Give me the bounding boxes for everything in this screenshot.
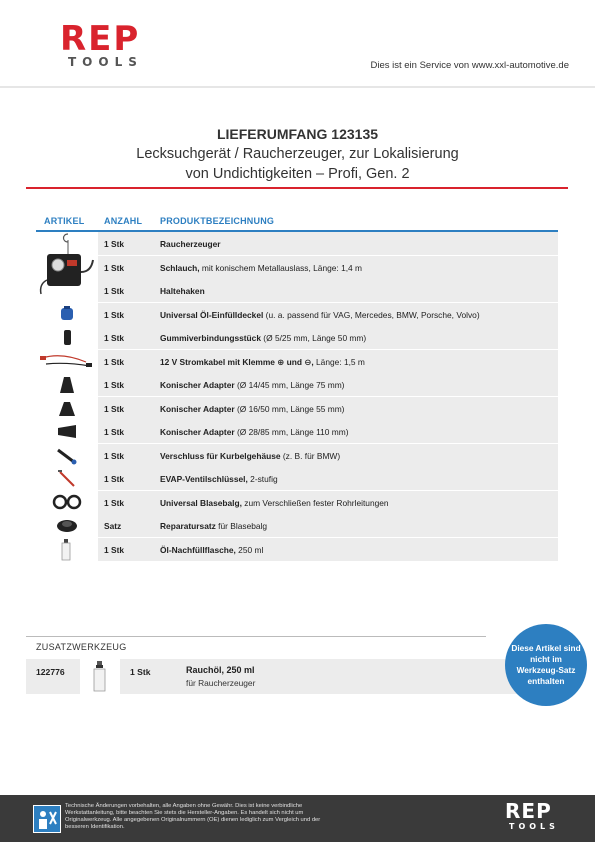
anzahl-cell: 1 Stk — [104, 262, 125, 273]
footer-logo — [505, 801, 575, 837]
produkt-detail: (u. a. passend für VAG, Mercedes, BMW, Porsche, Volvo) — [263, 309, 480, 320]
produkt-cell — [160, 310, 480, 320]
table-row — [36, 491, 558, 515]
not-included-badge — [505, 624, 587, 706]
produkt-name: Reparatursatz — [160, 521, 216, 531]
produkt-cell — [160, 498, 389, 508]
anzahl-cell: 1 Stk — [104, 333, 125, 343]
anzahl-cell: 1 Stk — [104, 286, 125, 296]
service-text: Dies ist ein Service von www.xxl-automotive.de — [370, 60, 569, 71]
produkt-name: Konischer Adapter — [160, 380, 235, 390]
table-header — [36, 213, 558, 232]
anzahl-cell: 1 Stk — [104, 356, 125, 367]
produkt-cell — [160, 263, 362, 273]
produkt-detail: Länge: 1,5 m — [313, 356, 365, 367]
produkt-name: Konischer Adapter — [160, 403, 235, 414]
smoke-oil-bottle-icon — [80, 659, 120, 694]
produkt-name: Gummiverbindungsstück — [160, 333, 261, 343]
produkt-detail: (Ø 16/50 mm, Länge 55 mm) — [234, 403, 345, 414]
crankcase-plug-icon — [36, 444, 98, 467]
footer-logo-rep: REP — [505, 799, 552, 823]
anzahl-cell: Satz — [104, 521, 122, 531]
bellows-icon — [36, 491, 98, 514]
table-row — [36, 397, 558, 421]
table-row — [36, 514, 558, 538]
anzahl-cell: 1 Stk — [104, 427, 125, 437]
produkt-cell — [160, 357, 365, 367]
anzahl-cell: 1 Stk — [104, 380, 125, 390]
logo-tools-text: TOOLS — [68, 55, 143, 69]
table-body — [36, 232, 558, 561]
title-line-1: LIEFERUMFANG 123135 — [216, 126, 379, 142]
produkt-detail: (Ø 28/85 mm, Länge 110 mm) — [234, 427, 349, 437]
repair-kit-icon — [36, 514, 98, 537]
anzahl-cell: 1 Stk — [104, 497, 125, 508]
header-produkt: PRODUKTBEZEICHNUNG — [160, 216, 275, 226]
zusatz-artikel: 122776 — [36, 667, 65, 677]
zusatz-anzahl: 1 Stk — [130, 667, 151, 677]
produkt-cell — [160, 427, 349, 437]
table-row — [36, 279, 558, 303]
footer-disclaimer: Technische Änderungen vorbehalten, alle Angaben ohne Gewähr. Dies ist keine verbindliche Werkstattanleitung, bitte beachten Sie stets die Hersteller-Angaben. Es handelt sich nicht um Originalwerkzeug. Alle angegebenen Originalnummern (OE) dienen lediglich zum Vergleich und der besseren Identifikation. — [65, 803, 321, 830]
produkt-cell — [160, 545, 263, 555]
table-row — [36, 232, 558, 256]
table-row — [36, 303, 558, 327]
produkt-detail: 2-stufig — [247, 474, 278, 484]
header-divider — [0, 86, 595, 88]
table-row — [36, 467, 558, 491]
valve-key-icon — [36, 467, 98, 490]
produkt-name: Verschluss für Kurbelgehäuse — [160, 450, 281, 461]
table-row — [36, 538, 558, 562]
page-header — [0, 0, 595, 88]
badge-text: Diese Artikel sind nicht im Werkzeug-Satz enthalten — [511, 643, 581, 686]
produkt-detail: für Blasebalg — [215, 521, 268, 531]
produkt-name: Raucherzeuger — [160, 239, 221, 249]
cone-adapter-medium-icon — [36, 397, 98, 420]
anzahl-cell: 1 Stk — [104, 309, 125, 320]
produkt-detail: (z. B. für BMW) — [280, 450, 341, 461]
produkt-cell — [160, 404, 344, 414]
table-row — [36, 350, 558, 374]
zusatz-title: ZUSATZWERKZEUG — [36, 642, 127, 652]
cone-adapter-large-icon — [36, 420, 98, 443]
produkt-detail: (Ø 14/45 mm, Länge 75 mm) — [234, 380, 345, 390]
produkt-cell — [160, 380, 344, 390]
cone-adapter-small-icon — [36, 373, 98, 396]
title-line-3: von Undichtigkeiten – Profi, Gen. 2 — [185, 166, 410, 182]
zusatz-divider — [26, 636, 486, 637]
produkt-detail: zum Verschließen fester Rohrleitungen — [241, 497, 389, 508]
smoke-machine-icon — [36, 232, 98, 302]
produkt-name: Konischer Adapter — [160, 427, 235, 437]
workshop-info-icon — [33, 805, 61, 833]
produkt-name: 12 V Stromkabel mit Klemme ⊕ und ⊖, — [160, 356, 314, 367]
power-cable-icon — [36, 350, 98, 373]
table-row — [36, 420, 558, 444]
table-row — [36, 256, 558, 280]
rubber-connector-icon — [36, 326, 98, 349]
zusatz-row — [26, 659, 546, 694]
produkt-cell — [160, 451, 340, 461]
logo-rep-text: REP — [60, 19, 141, 59]
produkt-name: Schlauch, — [160, 262, 200, 273]
produkt-cell — [160, 474, 278, 484]
produkt-cell — [160, 239, 221, 249]
title-line-2: Lecksuchgerät / Raucherzeuger, zur Lokalisierung — [136, 146, 459, 162]
produkt-cell — [160, 521, 267, 531]
table-row — [36, 373, 558, 397]
oil-cap-icon — [36, 303, 98, 326]
produkt-name: Universal Öl-Einfülldeckel — [160, 309, 264, 320]
document-title — [0, 125, 595, 184]
table-row — [36, 326, 558, 350]
oil-bottle-icon — [36, 538, 98, 561]
produkt-cell — [160, 286, 205, 296]
contents-table — [36, 213, 558, 561]
zusatz-produkt: Rauchöl, 250 ml — [186, 665, 255, 675]
header-artikel: ARTIKEL — [44, 216, 85, 226]
produkt-name: Öl-Nachfüllflasche, — [160, 544, 236, 555]
anzahl-cell: 1 Stk — [104, 474, 125, 484]
produkt-name: Universal Blasebalg, — [160, 497, 242, 508]
anzahl-cell: 1 Stk — [104, 450, 125, 461]
header-anzahl: ANZAHL — [104, 216, 143, 226]
produkt-name: EVAP-Ventilschlüssel, — [160, 474, 248, 484]
produkt-cell — [160, 333, 366, 343]
produkt-detail: mit konischem Metallauslass, Länge: 1,4 m — [199, 262, 363, 273]
produkt-detail: (Ø 5/25 mm, Länge 50 mm) — [260, 333, 367, 343]
produkt-name: Haltehaken — [160, 286, 205, 296]
anzahl-cell: 1 Stk — [104, 544, 125, 555]
table-row — [36, 444, 558, 468]
produkt-detail: 250 ml — [235, 544, 264, 555]
title-divider — [26, 187, 568, 189]
anzahl-cell: 1 Stk — [104, 239, 125, 249]
footer-logo-tools: TOOLS — [509, 822, 559, 831]
rep-tools-logo — [60, 19, 170, 72]
zusatz-subtext: für Raucherzeuger — [186, 678, 256, 688]
anzahl-cell: 1 Stk — [104, 403, 125, 414]
